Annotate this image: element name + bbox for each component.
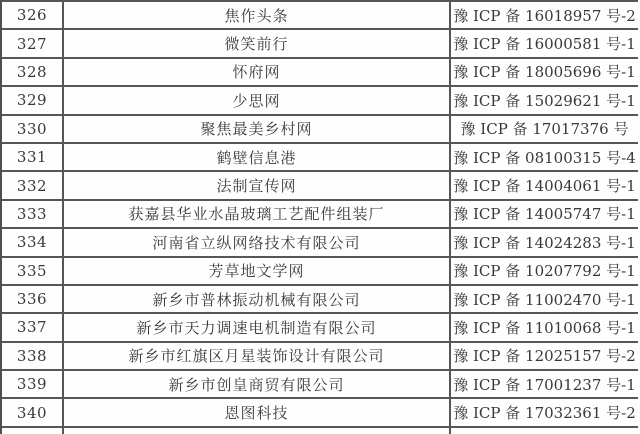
table-row [2,144,638,172]
row-number-cell: 335 [2,258,64,284]
site-name-cell: 新乡市天力调速电机制造有限公司 [64,314,451,340]
row-number-cell: 329 [2,87,64,113]
table-row [2,201,638,229]
table-row [2,371,638,399]
icp-number-cell: 豫 ICP 备 17001237 号-1 [453,375,636,394]
site-name-cell: 新乡市红旗区月星装饰设计有限公司 [64,343,451,369]
icp-number-cell: 豫 ICP 备 16018957 号-2 [453,6,636,25]
icp-number-cell: 豫 ICP 备 14004061 号-1 [453,177,636,196]
site-name-cell: 河南省立纵网络技术有限公司 [64,229,451,255]
row-number-cell: 328 [2,59,64,85]
site-name-cell: 鹤壁信息港 [64,144,451,170]
icp-number-cell: 豫 ICP 备 11002470 号-1 [453,290,636,309]
site-name-cell: 新乡市创皇商贸有限公司 [64,371,451,397]
row-number-cell: 326 [2,2,64,28]
icp-number-cell: 豫 ICP 备 10207792 号-1 [453,262,636,281]
icp-number-cell: 豫 ICP 备 08100315 号-4 [453,148,636,167]
site-name-cell: 怀府网 [64,59,451,85]
table-row [2,343,638,371]
site-name-cell: 新乡市普林振动机械有限公司 [64,286,451,312]
row-number-cell: 337 [2,314,64,340]
table-row [2,258,638,286]
table-row [2,172,638,200]
site-name-cell: 聚焦最美乡村网 [64,116,451,142]
row-number-cell: 339 [2,371,64,397]
row-number-cell [2,428,64,434]
row-number-cell: 338 [2,343,64,369]
icp-number-cell: 豫 ICP 备 14005747 号-1 [453,205,636,224]
table-row [2,116,638,144]
row-number-cell: 336 [2,286,64,312]
site-name-cell: 微笑前行 [64,30,451,56]
icp-number-cell: 豫 ICP 备 18005696 号-1 [453,63,636,82]
row-number-cell: 333 [2,201,64,227]
icp-number-cell: 豫 ICP 备 16000581 号-1 [453,35,636,54]
site-name-cell: 获嘉县华业水晶玻璃工艺配件组装厂 [64,201,451,227]
table-row [2,399,638,427]
icp-number-cell: 豫 ICP 备 17032361 号-2 [453,404,636,423]
icp-number-cell: 豫 ICP 备 12025157 号-2 [453,347,636,366]
table-row [2,428,638,434]
icp-number-cell: 豫 ICP 备 15029621 号-1 [453,91,636,110]
site-name-cell: 芳草地文学网 [64,258,451,284]
site-name-cell: 法制宣传网 [64,172,451,198]
row-number-cell: 340 [2,399,64,425]
table-row [2,59,638,87]
table-row [2,87,638,115]
row-number-cell: 327 [2,30,64,56]
icp-number-cell: 豫 ICP 备 17017376 号 [460,120,629,139]
row-number-cell: 334 [2,229,64,255]
row-number-cell: 330 [2,116,64,142]
table-row [2,2,638,30]
table-row [2,30,638,58]
table-row [2,229,638,257]
icp-number-cell [451,428,638,434]
row-number-cell: 331 [2,144,64,170]
site-name-cell: 恩图科技 [64,399,451,425]
table-row [2,314,638,342]
icp-number-cell: 豫 ICP 备 14024283 号-1 [453,233,636,252]
row-number-cell: 332 [2,172,64,198]
icp-number-cell: 豫 ICP 备 11010068 号-1 [453,318,636,337]
site-name-cell [64,428,451,434]
site-name-cell: 焦作头条 [64,2,451,28]
site-name-cell: 少思网 [64,87,451,113]
table-row [2,286,638,314]
